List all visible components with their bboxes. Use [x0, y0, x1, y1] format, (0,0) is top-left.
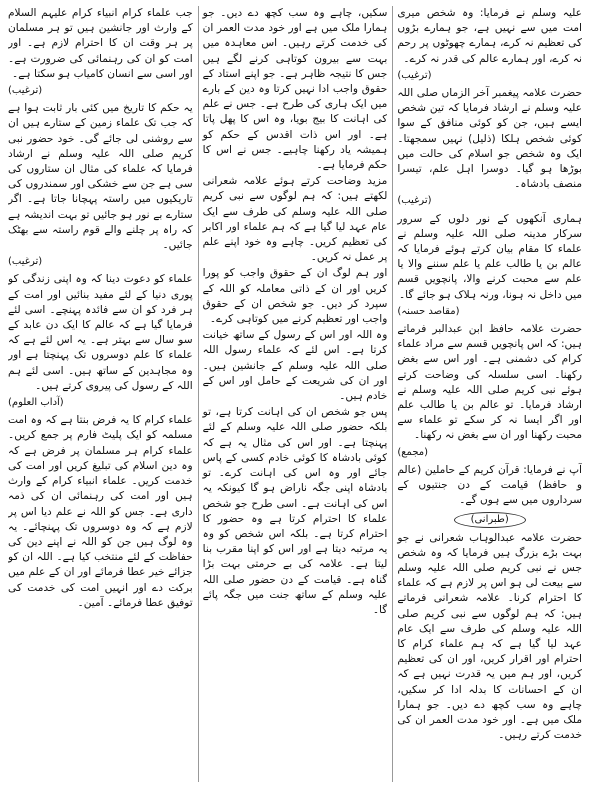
paragraph: جب علماء کرام انبیاء کرام علیہم السلام کے وارث اور جانشین ہیں تو ہر مسلمان پر ہر وقت ان کا احترام لازم ہے۔ اور امت کو ان کی رہنمائی کی ضرورت ہے۔ اور اسی سے انسان کامیاب ہو سکتا ہے۔ — [7, 7, 193, 80]
source-reference: (آداب العلوم) — [7, 397, 64, 409]
paragraph: ہماری آنکھوں کے نور دلوں کے سرور سرکار مدینہ صلی اللہ علیہ وسلم نے علماء کا مقام بیان کرتے ہوئے فرمایا کہ عالم بن یا طالب علم یا علم سننے والا یا علم سے محبت کرنے والا، پانچویں قسم میں داخل نہ ہونا، ورنہ ہلاک ہو جائے گا۔ — [397, 212, 582, 301]
source-reference: (مجمع) — [397, 446, 429, 458]
source-reference: (ترغیب) — [7, 85, 43, 97]
paragraph: حضرت علامہ پیغمبر آخر الزماں صلی اللہ علیہ وسلم نے ارشاد فرمایا کہ تین شخص ایسے ہیں، جن کو کوئی منافق کے سوا کوئی شخص ہلکا (ذلیل) نہیں سمجھتا۔ ایک وہ شخص جو اسلام کی حالت میں بوڑھا ہو گیا۔ دوسرا اہل علم، تیسرا منصف بادشاہ۔ — [397, 87, 582, 191]
paragraph: پس جو شخص ان کی اہانت کرتا ہے، تو بلکہ حضور صلی اللہ علیہ وسلم کے لئے پہنچتا ہے۔ اور اس کی مثال یہ ہے کہ کوئی بادشاہ کا کوئی خادم کسی کے پاس جائے اور وہ اس کی اہانت کرے۔ تو بادشاہ اپنی جگہ ناراض ہو گا کیونکہ یہ اس کی اہانت ہے۔ اسی طرح جو شخص علماء کا احترام کرتا ہے وہ حضور کا احترام کرتا ہے۔ بلکہ اس شخص کو وہ یہ مرتبہ دیتا ہے اور اس کو اپنا مقرب بنا لیتا ہے۔ علامہ کی بے حرمتی بہت بڑا گناہ ہے۔ قیامت کے دن حضور صلی اللہ علیہ وسلم کے ساتھ جنت میں جگہ پائے گا۔ — [202, 406, 388, 616]
source-reference-oval: (طبرانی) — [454, 512, 526, 528]
paragraph: یہ حکم کا تاریخ میں کئی بار ثابت ہوا ہے کہ جب تک علماء زمین کے ستارے ہیں ان سے روشنی لی جائے گی۔ خود حضور نبی کریم صلی اللہ علیہ وسلم نے ارشاد فرمایا کہ علماء کی مثال ان ستاروں کی سی ہے جن سے خشکی اور سمندروں کی تاریکیوں میں راستہ پہچانا جاتا ہے۔ اگر ستارے بے نور ہو جائیں تو بہت اندیشہ ہے کہ راہ پر چلنے والے قوم راستہ سے بھٹک جائیں۔ — [7, 102, 193, 252]
source-reference: (ترغیب) — [7, 256, 43, 268]
paragraph: علماء کو دعوت دینا کہ وہ اپنی زندگی کو پوری دنیا کے لئے مفید بنائیں اور امت کے ہر فرد کو ان سے فائدہ پہنچے۔ اسی لئے فرمایا گیا ہے کہ عالم کا ایک دن عابد کے سو سال سے بہتر ہے۔ یہ اس لئے ہے کہ علماء کا علم دوسروں تک پہنچتا ہے اور وہ مجاہدین کے ساتھ ہیں۔ اسی لئے ہم اللہ کے رسول کی پیروی کرتے ہیں۔ — [7, 273, 193, 392]
source-reference: (مقاصد حسنہ) — [397, 305, 460, 317]
column-2 — [198, 6, 388, 782]
source-reference: (ترغیب) — [397, 69, 432, 81]
paragraph: حضرت علامہ عبدالوہاب شعرانی نے جو بہت بڑے بزرگ ہیں فرمایا کہ وہ شخص جس نے نبی کریم صلی اللہ علیہ وسلم سے بیعت لی ہو اس پر لازم ہے کہ علماء کا احترام کرنا۔ علامہ شعرانی فرماتے ہیں: کہ ہم لوگوں سے نبی کریم صلی اللہ علیہ وسلم کی طرف سے ایک عام عہد لیا گیا ہے کہ ہم علماء کرام کا احترام اور اقرار کریں، اور ان کی تعظیم کریں، اور ہم میں یہ قدرت نہیں ہے کہ ان کے احسانات کا بدلہ ادا کر سکیں، چاہے وہ سب کچھ دے دیں۔ جو ہمارا ملک میں ہے۔ اور خود مدت العمر ان کی خدمت کرتے رہیں۔ — [397, 531, 582, 742]
paragraph: اور ہم لوگ ان کے حقوق واجب کو پورا کریں اور ان کے ذاتی معاملہ کو اللہ کے سپرد کر دیں۔ جو شخص ان کے حقوق واجب اور تعظیم کرنے میں کوتاہی کرے۔ — [202, 267, 388, 326]
paragraph: علیہ وسلم نے فرمایا: وہ شخص میری امت میں سے نہیں ہے، جو ہمارے بڑوں کی تعظیم نہ کرے، ہمارے چھوٹوں پر رحم نہ کرے، اور ہمارے عالم کی قدر نہ کرے۔ — [397, 7, 582, 65]
paragraph: حضرت علامہ حافظ ابن عبدالبر فرماتے ہیں: کہ اس پانچویں قسم سے مراد علماء کرام کی دشمنی ہے۔ اور اس سے بغض رکھنا۔ اسی سلسلہ کی وضاحت کرتے ہوئے نبی کریم صلی اللہ علیہ وسلم نے ارشاد فرمایا۔ تو عالم بن یا طالب علم اور اگر ایسا نہ کر سکے تو علماء سے محبت رکھنا اور ان سے بغض نہ رکھنا۔ — [397, 323, 582, 442]
paragraph: آپ نے فرمایا: قرآن کریم کے حاملین (عالم و حافظ) قیامت کے دن جنتیوں کے سرداروں میں سے ہوں گے۔ — [397, 463, 582, 507]
column-1 — [392, 6, 582, 782]
document-page — [8, 6, 582, 782]
paragraph: سکیں، چاہے وہ سب کچھ دے دیں۔ جو ہمارا ملک میں ہے اور خود مدت العمر ان کی خدمت کرتے رہیں۔ اس معاہدہ میں بہت سے بیرون کوتاہی کرنے لگے ہیں جس کا نتیجہ ظاہر ہے۔ جو اپنے استاد کے حقوق واجب ادا نہیں کرتا وہ دین کے بارے میں ایک ہاری کی طرح ہے۔ جس نے علم کی اہانت کا بیج بویا، وہ اس کا پھل پاتا ہے۔ اور اس ذات اقدس کے حکم کو ہمیشہ یاد رکھنا چاہیے۔ جس نے اس کا حکم فرمایا ہے۔ — [202, 7, 388, 172]
column-3 — [8, 6, 193, 782]
paragraph: مزید وضاحت کرتے ہوئے علامہ شعرانی لکھتے ہیں: کہ ہم لوگوں سے نبی کریم صلی اللہ علیہ وسلم کی طرف سے ایک عام عہد لیا گیا ہے کہ ہم علماء اور اکابر کی تعظیم کریں۔ چاہے وہ خود اپنے علم پر عمل نہ کریں۔ — [202, 175, 388, 264]
paragraph: وہ اللہ اور اس کے رسول کے ساتھ خیانت کرتا ہے۔ اس لئے کہ علماء رسول اللہ صلی اللہ علیہ وسلم کے جانشین ہیں۔ اور ان کی شریعت کے حامل اور اس کے خادم ہیں۔ — [202, 329, 388, 403]
text-columns — [8, 6, 582, 782]
paragraph: علماء کرام کا یہ فرض بنتا ہے کہ وہ امت مسلمہ کو ایک پلیٹ فارم پر جمع کریں۔ علماء کرام ہر مسلمان پر فرض ہے کہ وہ دین اسلام کی تبلیغ کریں اور امت کی خدمت کریں۔ علماء انبیاء کرام کے وارث ہیں اور امت کی رہنمائی ان کی ذمہ داری ہے۔ جس کو اللہ نے علم دیا اس پر لازم ہے کہ وہ دوسروں تک پہنچائے۔ یہ وہ لوگ ہیں جن کو اللہ نے اپنے دین کی حفاظت کے لئے منتخب کیا ہے۔ اللہ ان کو جزائے خیر عطا فرمائے اور ان کے علم میں برکت دے اور انہیں امت کی خدمت کی توفیق عطا فرمائے۔ آمین۔ — [7, 414, 193, 609]
source-reference: (ترغیب) — [397, 195, 432, 207]
